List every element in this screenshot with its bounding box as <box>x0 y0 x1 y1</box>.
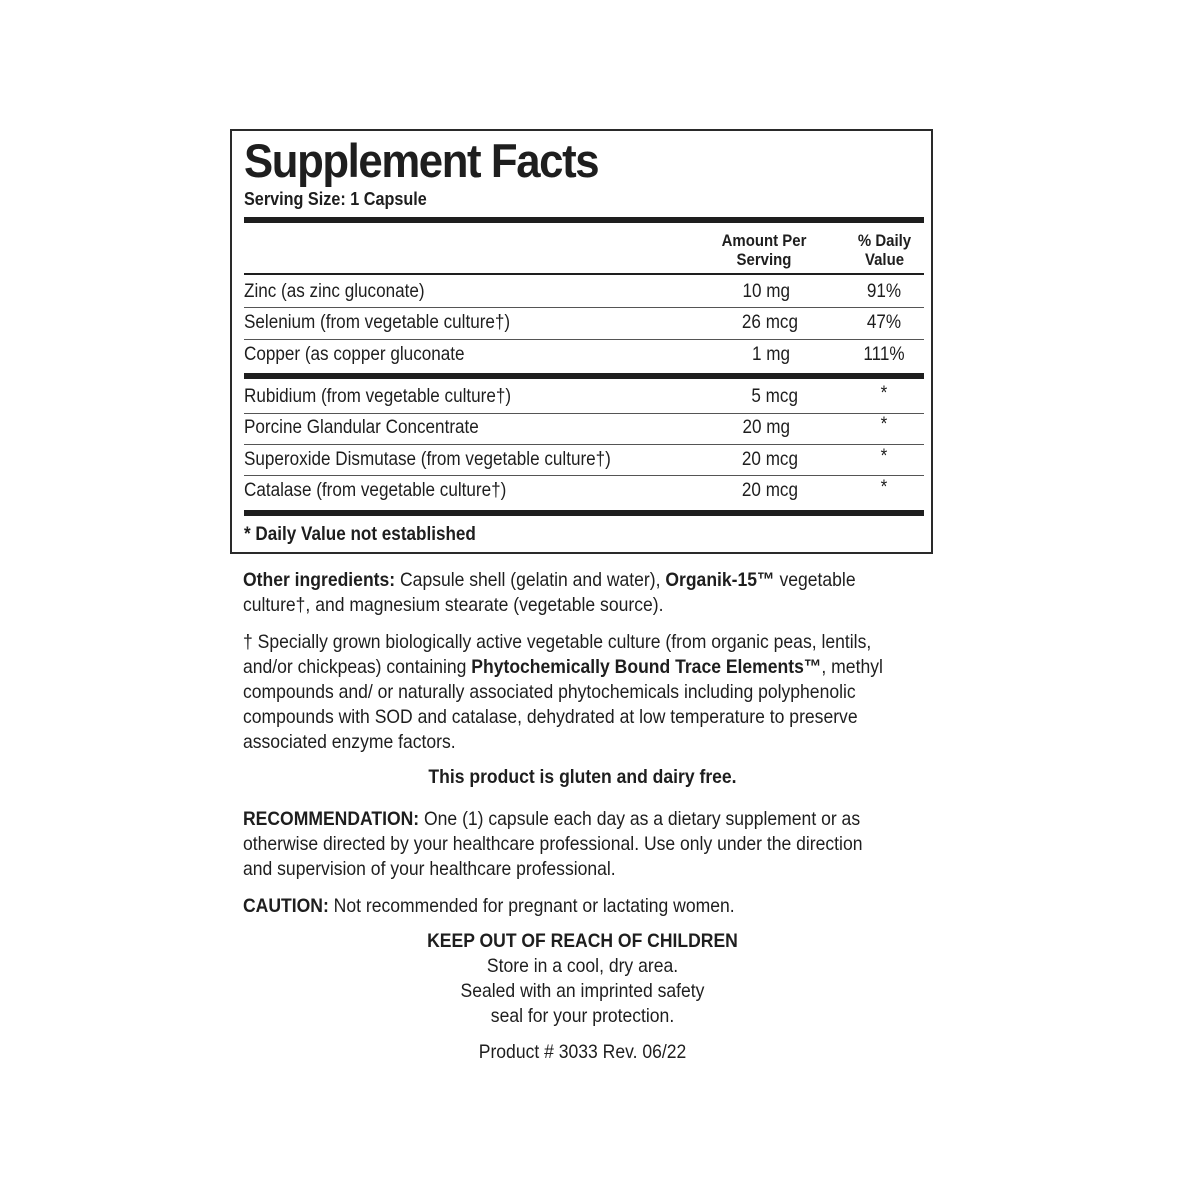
nutrient-daily-value: 111% <box>863 344 905 365</box>
row-divider <box>244 475 924 476</box>
ingredient-daily-value: * <box>880 446 888 467</box>
nutrient-amount: 10 mg <box>742 281 790 302</box>
row-divider <box>244 444 924 445</box>
row-divider <box>244 307 924 308</box>
other-ingredients: Other ingredients: Capsule shell (gelatin and water), Organik-15™ vegetable culture†, and magnesium stearate (vegetable source). <box>243 569 856 616</box>
group-rule <box>244 373 924 379</box>
supplement-facts-panel <box>230 129 933 554</box>
storage-instructions: KEEP OUT OF REACH OF CHILDREN Store in a cool, dry area. Sealed with an imprinted safety seal for your protection. <box>400 929 765 1029</box>
ingredient-name: Superoxide Dismutase (from vegetable culture†) <box>244 449 611 470</box>
nutrient-daily-value: 47% <box>866 312 902 333</box>
caution: CAUTION: Not recommended for pregnant or lactating women. <box>243 895 735 917</box>
keep-out-of-reach-heading: KEEP OUT OF REACH OF CHILDREN <box>427 930 738 952</box>
ingredient-daily-value: * <box>880 383 888 404</box>
facts-title: Supplement Facts <box>244 134 599 187</box>
ingredient-name: Catalase (from vegetable culture†) <box>244 480 507 501</box>
ingredient-amount: 20 mcg <box>741 449 798 470</box>
product-code: Product # 3033 Rev. 06/22 <box>478 1041 687 1063</box>
column-header-rule <box>244 273 924 275</box>
daily-value-footnote: * Daily Value not established <box>244 524 476 545</box>
nutrient-name: Zinc (as zinc gluconate) <box>244 281 425 302</box>
ingredient-amount: 20 mg <box>742 417 790 438</box>
culture-footnote: † Specially grown biologically active vegetable culture (from organic peas, lentils, and/or chickpeas) containing Phytochemically Bound Trace Elements™, methyl compounds and/ or naturally associated phytochemicals including polyphenolic compounds with SOD and catalase, dehydrated at low temperature to preserve associated enzyme factors. <box>243 631 883 753</box>
amount-per-serving-header: Amount Per Serving <box>721 231 807 269</box>
ingredient-daily-value: * <box>880 414 888 435</box>
organik-brand: Organik-15™ <box>665 569 775 591</box>
other-ingredients-label: Other ingredients: <box>243 569 396 591</box>
header-rule <box>244 217 924 223</box>
serving-size: Serving Size: 1 Capsule <box>244 189 427 209</box>
ingredient-name: Rubidium (from vegetable culture†) <box>244 386 512 407</box>
nutrient-amount: 26 mcg <box>741 312 798 333</box>
row-divider <box>244 413 924 414</box>
nutrient-name: Selenium (from vegetable culture†) <box>244 312 511 333</box>
nutrient-daily-value: 91% <box>866 281 902 302</box>
ingredient-amount: 5 mcg <box>751 386 798 407</box>
recommendation: RECOMMENDATION: One (1) capsule each day as a dietary supplement or as otherwise directed by your healthcare professional. Use only under the direction and supervision of your healthcare professional. <box>243 808 863 880</box>
gluten-free-statement: This product is gluten and dairy free. <box>428 766 737 788</box>
footer-rule <box>244 510 924 516</box>
ingredient-name: Porcine Glandular Concentrate <box>244 417 479 438</box>
ingredient-daily-value: * <box>880 477 888 498</box>
nutrient-name: Copper (as copper gluconate <box>244 344 465 365</box>
row-divider <box>244 339 924 340</box>
nutrient-amount: 1 mg <box>751 344 790 365</box>
ingredient-amount: 20 mcg <box>741 480 798 501</box>
daily-value-header: % Daily Value <box>857 231 912 269</box>
